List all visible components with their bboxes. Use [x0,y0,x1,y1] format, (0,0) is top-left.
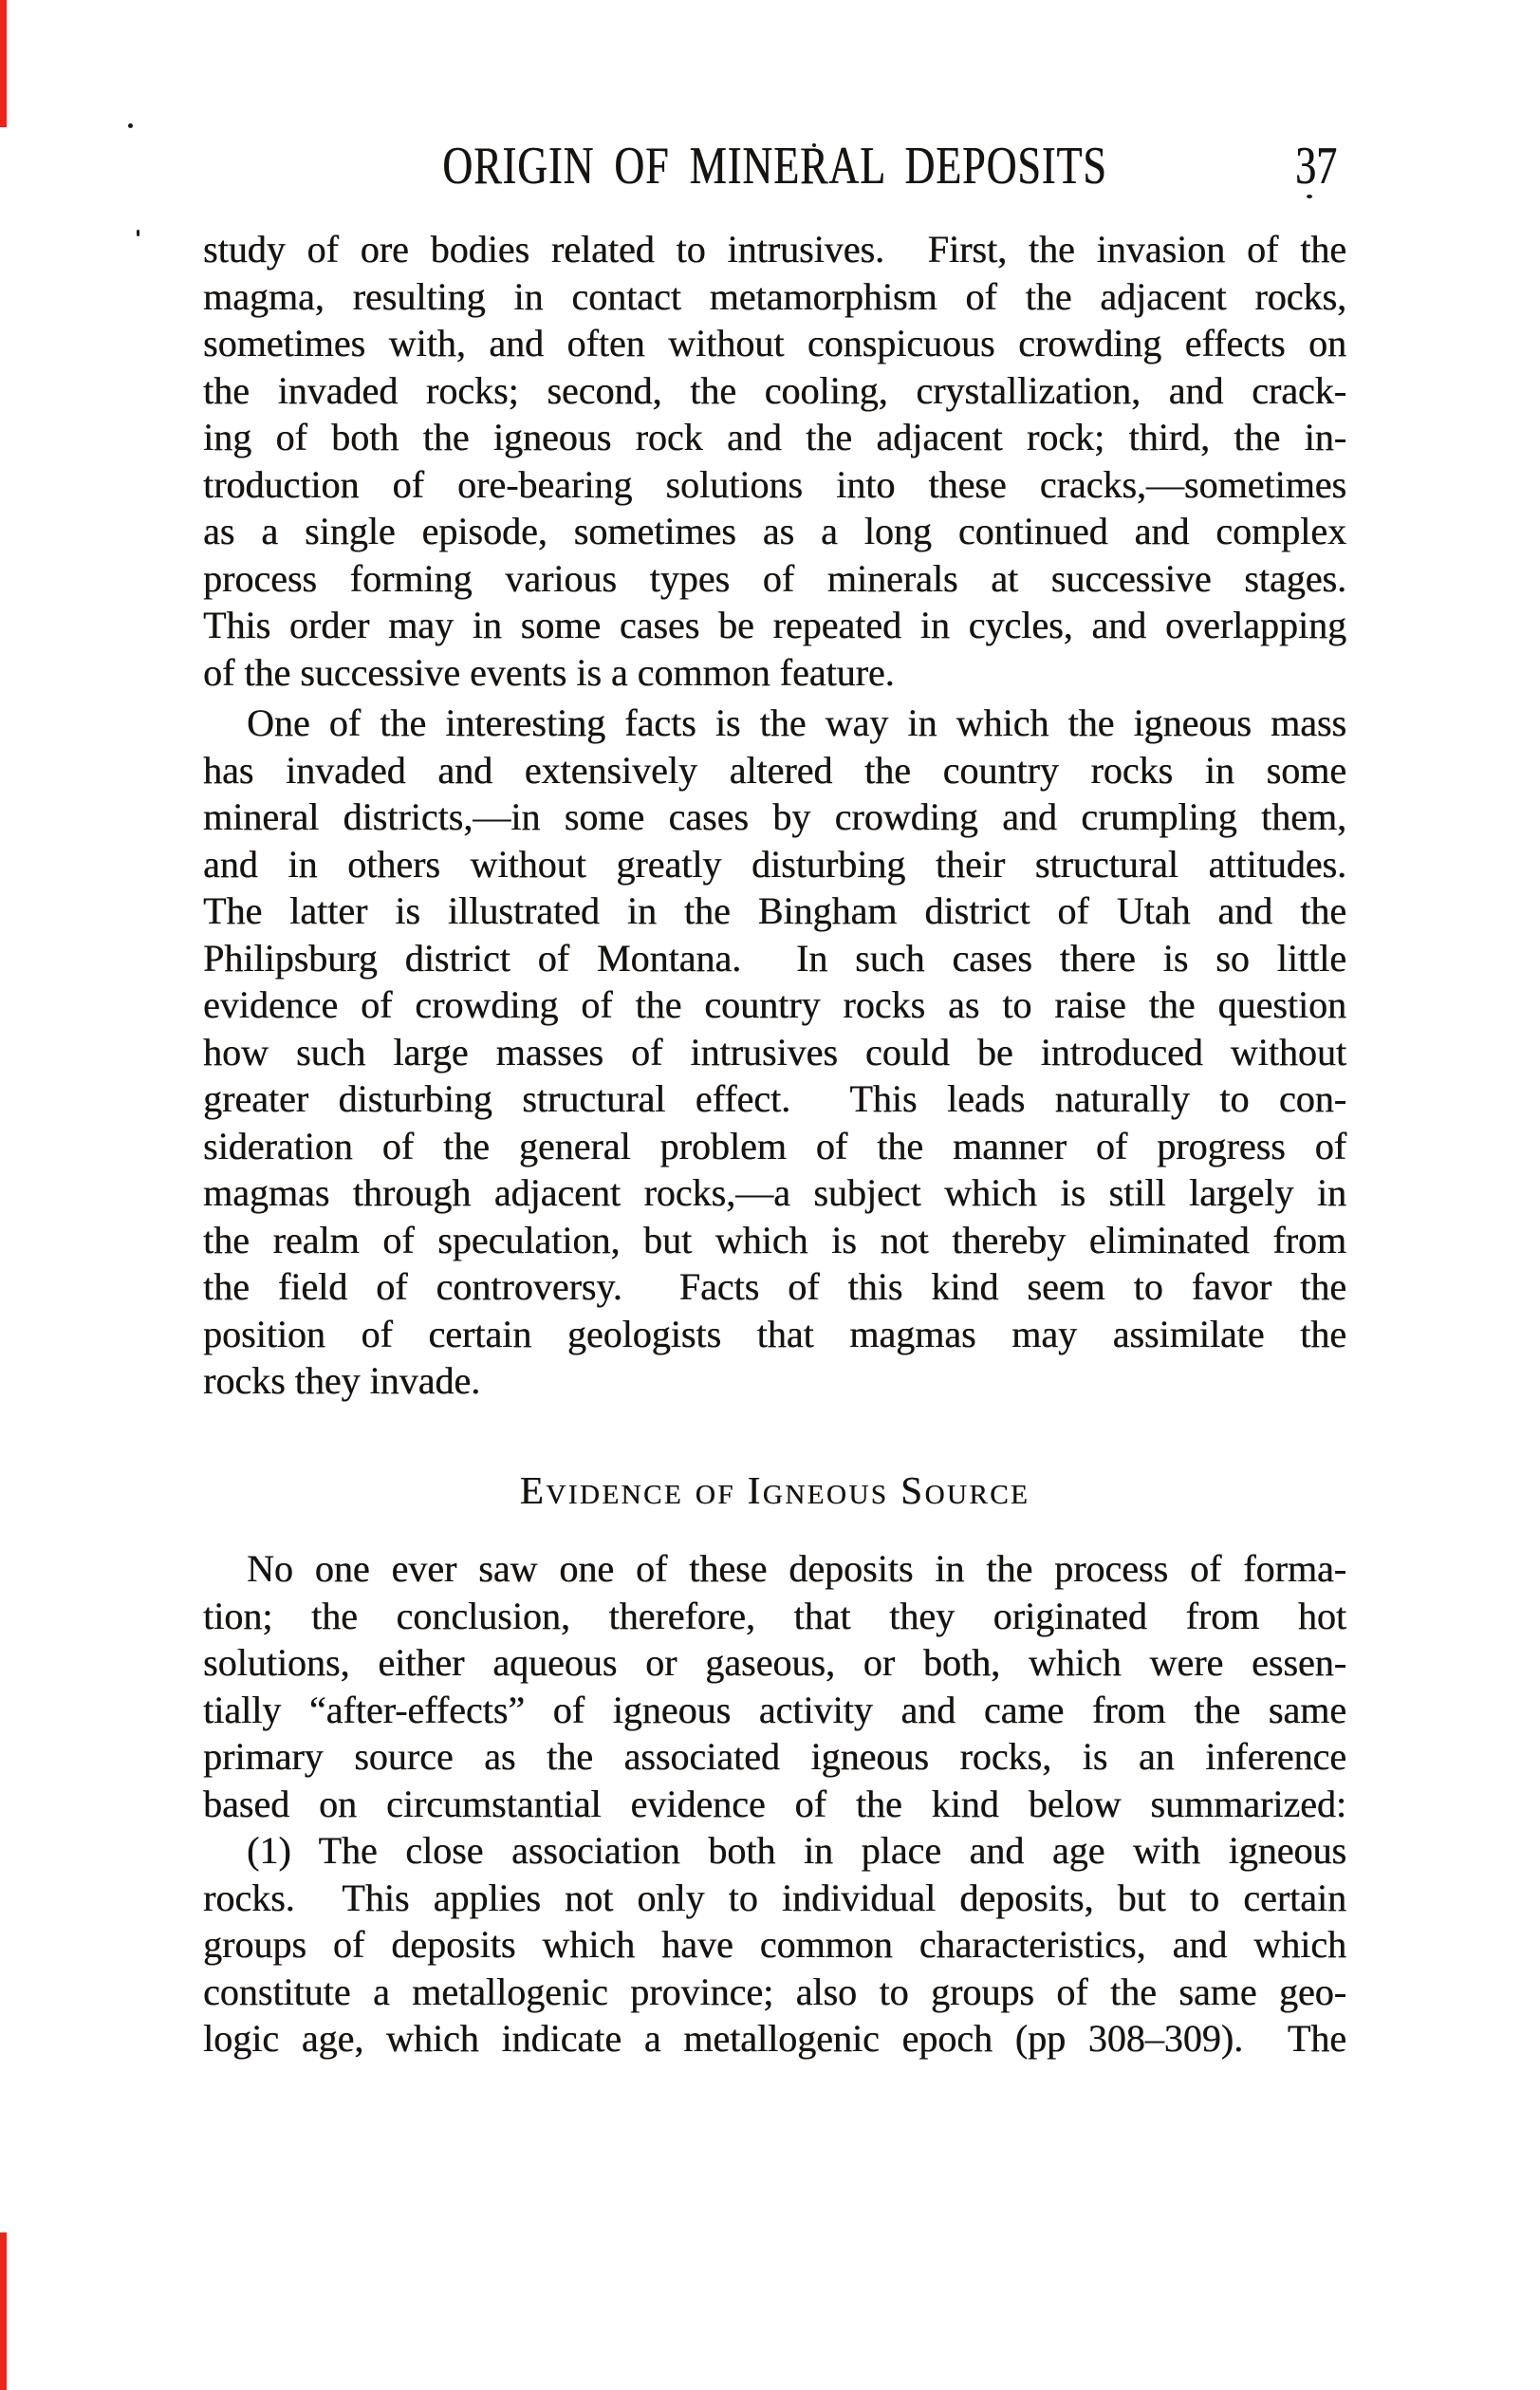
text-line: evidence of crowding of the country rocks as to raise the question [203,983,1346,1026]
text-line: tially “after-effects” of igneous activity and came from the same [203,1688,1346,1731]
text-line: and in others without greatly disturbing their structural attitudes. [203,842,1346,886]
text-line: greater disturbing structural effect. This leads naturally to con- [203,1077,1346,1120]
text-line: One of the interesting facts is the way in which the igneous mass [247,701,1346,744]
paragraph [203,700,1346,1405]
text-line: No one ever saw one of these deposits in the process of forma- [247,1547,1346,1590]
text-line: how such large masses of intrusives could be introduced without [203,1030,1346,1074]
text-line: magma, resulting in contact metamorphism of the adjacent rocks, [203,274,1346,318]
text-line: of the successive events is a common feature. [203,650,895,694]
section-heading: Evidence of Igneous Source [519,1467,1030,1512]
text-line: mineral districts,—in some cases by crowding and crumpling them, [203,795,1346,838]
text-line: the realm of speculation, but which is not thereby eliminated from [203,1218,1346,1261]
text-line: sideration of the general problem of the manner of progress of [203,1124,1346,1167]
running-header [203,135,1346,196]
text-line: ing of both the igneous rock and the adjacent rock; third, the in- [203,416,1346,458]
text-line: solutions, either aqueous or gaseous, or both, which were essen- [203,1641,1346,1684]
paragraph [203,1545,1346,1827]
scan-speck [128,123,133,128]
scan-edge-mark-bottom [0,2232,7,2390]
text-line: sometimes with, and often without conspicuous crowding effects on [203,322,1346,364]
text-line: groups of deposits which have common characteristics, and which [203,1923,1346,1966]
text-line: troduction of ore-bearing solutions into these cracks,—sometimes [203,462,1346,506]
text-line: as a single episode, sometimes as a long continued and complex [203,510,1346,552]
text-line: has invaded and extensively altered the country rocks in some [203,748,1346,792]
page-title: ORIGIN OF MINERAL DEPOSITS [442,136,1107,196]
text-line: tion; the conclusion, therefore, that they originated from hot [203,1594,1346,1637]
text-line: rocks. This applies not only to individual deposits, but to certain [203,1876,1346,1919]
scan-edge-mark-top [0,0,7,127]
scan-speck [137,230,139,236]
text-line: the invaded rocks; second, the cooling, crystallization, and crack- [203,368,1346,412]
text-line: primary source as the associated igneous rocks, is an inference [203,1735,1346,1778]
text-line: based on circumstantial evidence of the kind below summarized: [203,1782,1346,1825]
text-line: Philipsburg district of Montana. In such cases there is so little [203,936,1346,980]
body-text [203,226,1346,2063]
text-line: position of certain geologists that magmas may assimilate the [203,1312,1346,1355]
text-line: constitute a metallogenic province; also to groups of the same geo- [203,1970,1346,2013]
text-line: study of ore bodies related to intrusives. First, the invasion of the [203,228,1346,271]
text-line: rocks they invade. [203,1359,481,1402]
text-line: logic age, which indicate a metallogenic epoch (pp 308–309). The [203,2017,1346,2060]
text-line: magmas through adjacent rocks,—a subject which is still largely in [203,1171,1346,1214]
text-line: process forming various types of minerals at successive stages. [203,556,1346,600]
text-line: This order may in some cases be repeated in cycles, and overlapping [203,604,1346,646]
text-line: the field of controversy. Facts of this kind seem to favor the [203,1265,1346,1308]
text-line: (1) The close association both in place and age with igneous [247,1829,1346,1872]
text-line: The latter is illustrated in the Bingham district of Utah and the [203,889,1346,932]
paragraph [203,1827,1346,2063]
paragraph [203,226,1346,696]
page-number: 37 [1295,136,1337,196]
